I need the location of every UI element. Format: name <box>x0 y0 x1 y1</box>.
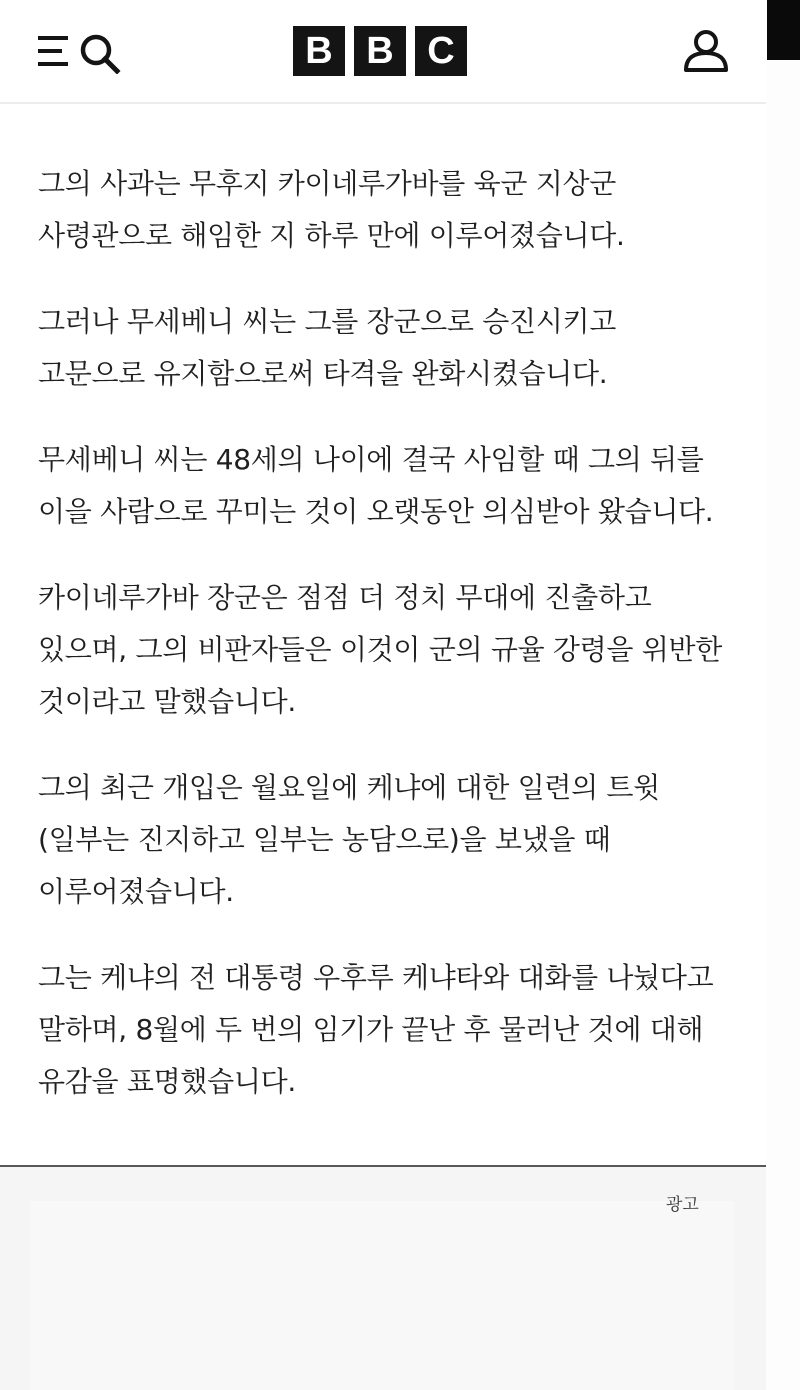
ad-slot[interactable] <box>30 1201 734 1390</box>
menu-icon <box>36 30 126 74</box>
site-header <box>0 0 766 104</box>
article-paragraph: 그러나 무세베니 씨는 그를 장군으로 승진시키고 고문으로 유지함으로써 타격을 완화시켰습니다. <box>38 305 616 390</box>
logo-block-b2: B <box>354 26 406 76</box>
logo-block-c: C <box>415 26 467 76</box>
article-paragraph: 카이네루가바 장군은 점점 더 정치 무대에 진출하고 있으며, 그의 비판자들은 이것이 군의 규율 강령을 위반한 것이라고 말했습니다. <box>38 581 723 718</box>
scrollbar-thumb[interactable] <box>767 0 800 60</box>
ad-label: 광고 <box>666 1195 699 1215</box>
article-paragraph: 무세베니 씨는 48세의 나이에 결국 사임할 때 그의 뒤를 이을 사람으로 꾸미는 것이 오랫동안 의심받아 왔습니다. <box>38 443 714 528</box>
ad-container <box>0 1167 766 1390</box>
article-paragraph: 그는 케냐의 전 대통령 우후루 케냐타와 대화를 나눴다고 말하며, 8월에 두 번의 임기가 끝난 후 물러난 것에 대해 유감을 표명했습니다. <box>38 961 714 1098</box>
account-button[interactable] <box>682 28 730 74</box>
search-icon <box>83 37 117 71</box>
logo-block-b1: B <box>293 26 345 76</box>
article-body <box>38 158 730 1142</box>
scrollbar-track[interactable] <box>766 0 800 1390</box>
article-paragraph: 그의 사과는 무후지 카이네루가바를 육군 지상군 사령관으로 해임한 지 하루 만에 이루어졌습니다. <box>38 167 625 252</box>
menu-search-button[interactable] <box>36 30 126 74</box>
account-icon <box>682 28 730 74</box>
bbc-logo[interactable] <box>293 26 473 78</box>
article-paragraph: 그의 최근 개입은 월요일에 케냐에 대한 일련의 트윗(일부는 진지하고 일부는 농담으로)을 보냈을 때 이루어졌습니다. <box>38 771 660 908</box>
